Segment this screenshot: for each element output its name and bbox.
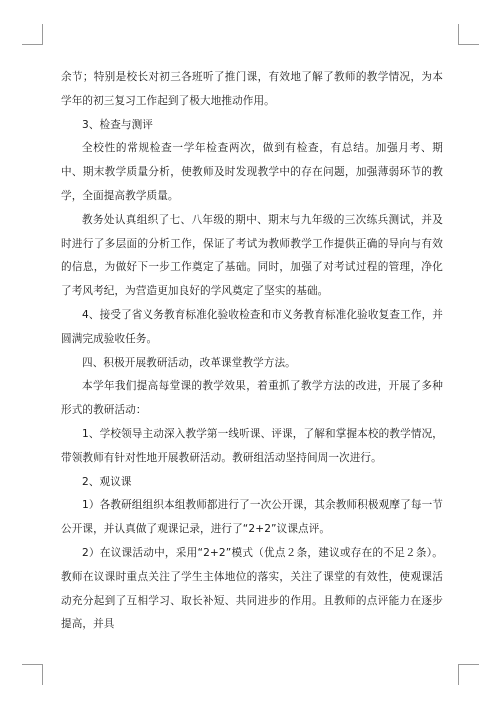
section-heading: 四、积极开展教研活动，改革课堂教学方法。 — [82, 356, 296, 369]
paragraph: 1）各教研组组织本组教师都进行了一次公开课，其余教师积极观摩了每一节公开课，并认真做了观课记录，进行了“2+2”议课点评。 — [61, 499, 443, 536]
paragraph: 全校性的常规检查一学年检查两次，做到有检查，有总结。加强月考、期中、期末教学质量分析，使教师及时发现教学中的存在问题，加强薄弱环节的教学，全面提高教学质量。 — [61, 142, 443, 202]
paragraph: 2）在议课活动中，采用“2+2”模式（优点２条，建议或存在的不足２条）。教师在议课时重点关注了学生主体地位的落实，关注了课堂的有效性，使观课活动充分起到了互相学习、取长补短、共同进步的作用。且教师的点评能力在逐步提高，并具 — [61, 546, 443, 631]
paragraph: 本学年我们提高每堂课的教学效果，着重抓了教学方法的改进，开展了多种形式的教研活动： — [61, 380, 443, 417]
paragraph: 教务处认真组织了七、八年级的期中、期末与九年级的三次练兵测试，并及时进行了多层面的分析工作，保证了考试为教师教学工作提供正确的导向与有效的信息，为做好下一步工作奠定了基础。同时，加强了对考试过程的管理，净化了考风考纪，为营造更加良好的学风奠定了坚实的基础。 — [61, 213, 443, 298]
document-body — [61, 66, 443, 637]
paragraph: 余节；特别是校长对初三各班听了推门课，有效地了解了教师的教学情况，为本学年的初三复习工作起到了极大地推动作用。 — [61, 71, 443, 107]
paragraph: 1、学校领导主动深入教学第一线听课、评课，了解和掌握本校的教学情况，带领教师有针对性地开展教研活动。教研组活动坚持间周一次进行。 — [61, 427, 443, 464]
section-heading: 2、观议课 — [82, 475, 132, 488]
section-heading: 3、检查与测评 — [82, 118, 154, 131]
paragraph: 4、接受了省义务教育标准化验收检查和市义务教育标准化验收复查工作，并圆满完成验收任务。 — [61, 308, 443, 345]
